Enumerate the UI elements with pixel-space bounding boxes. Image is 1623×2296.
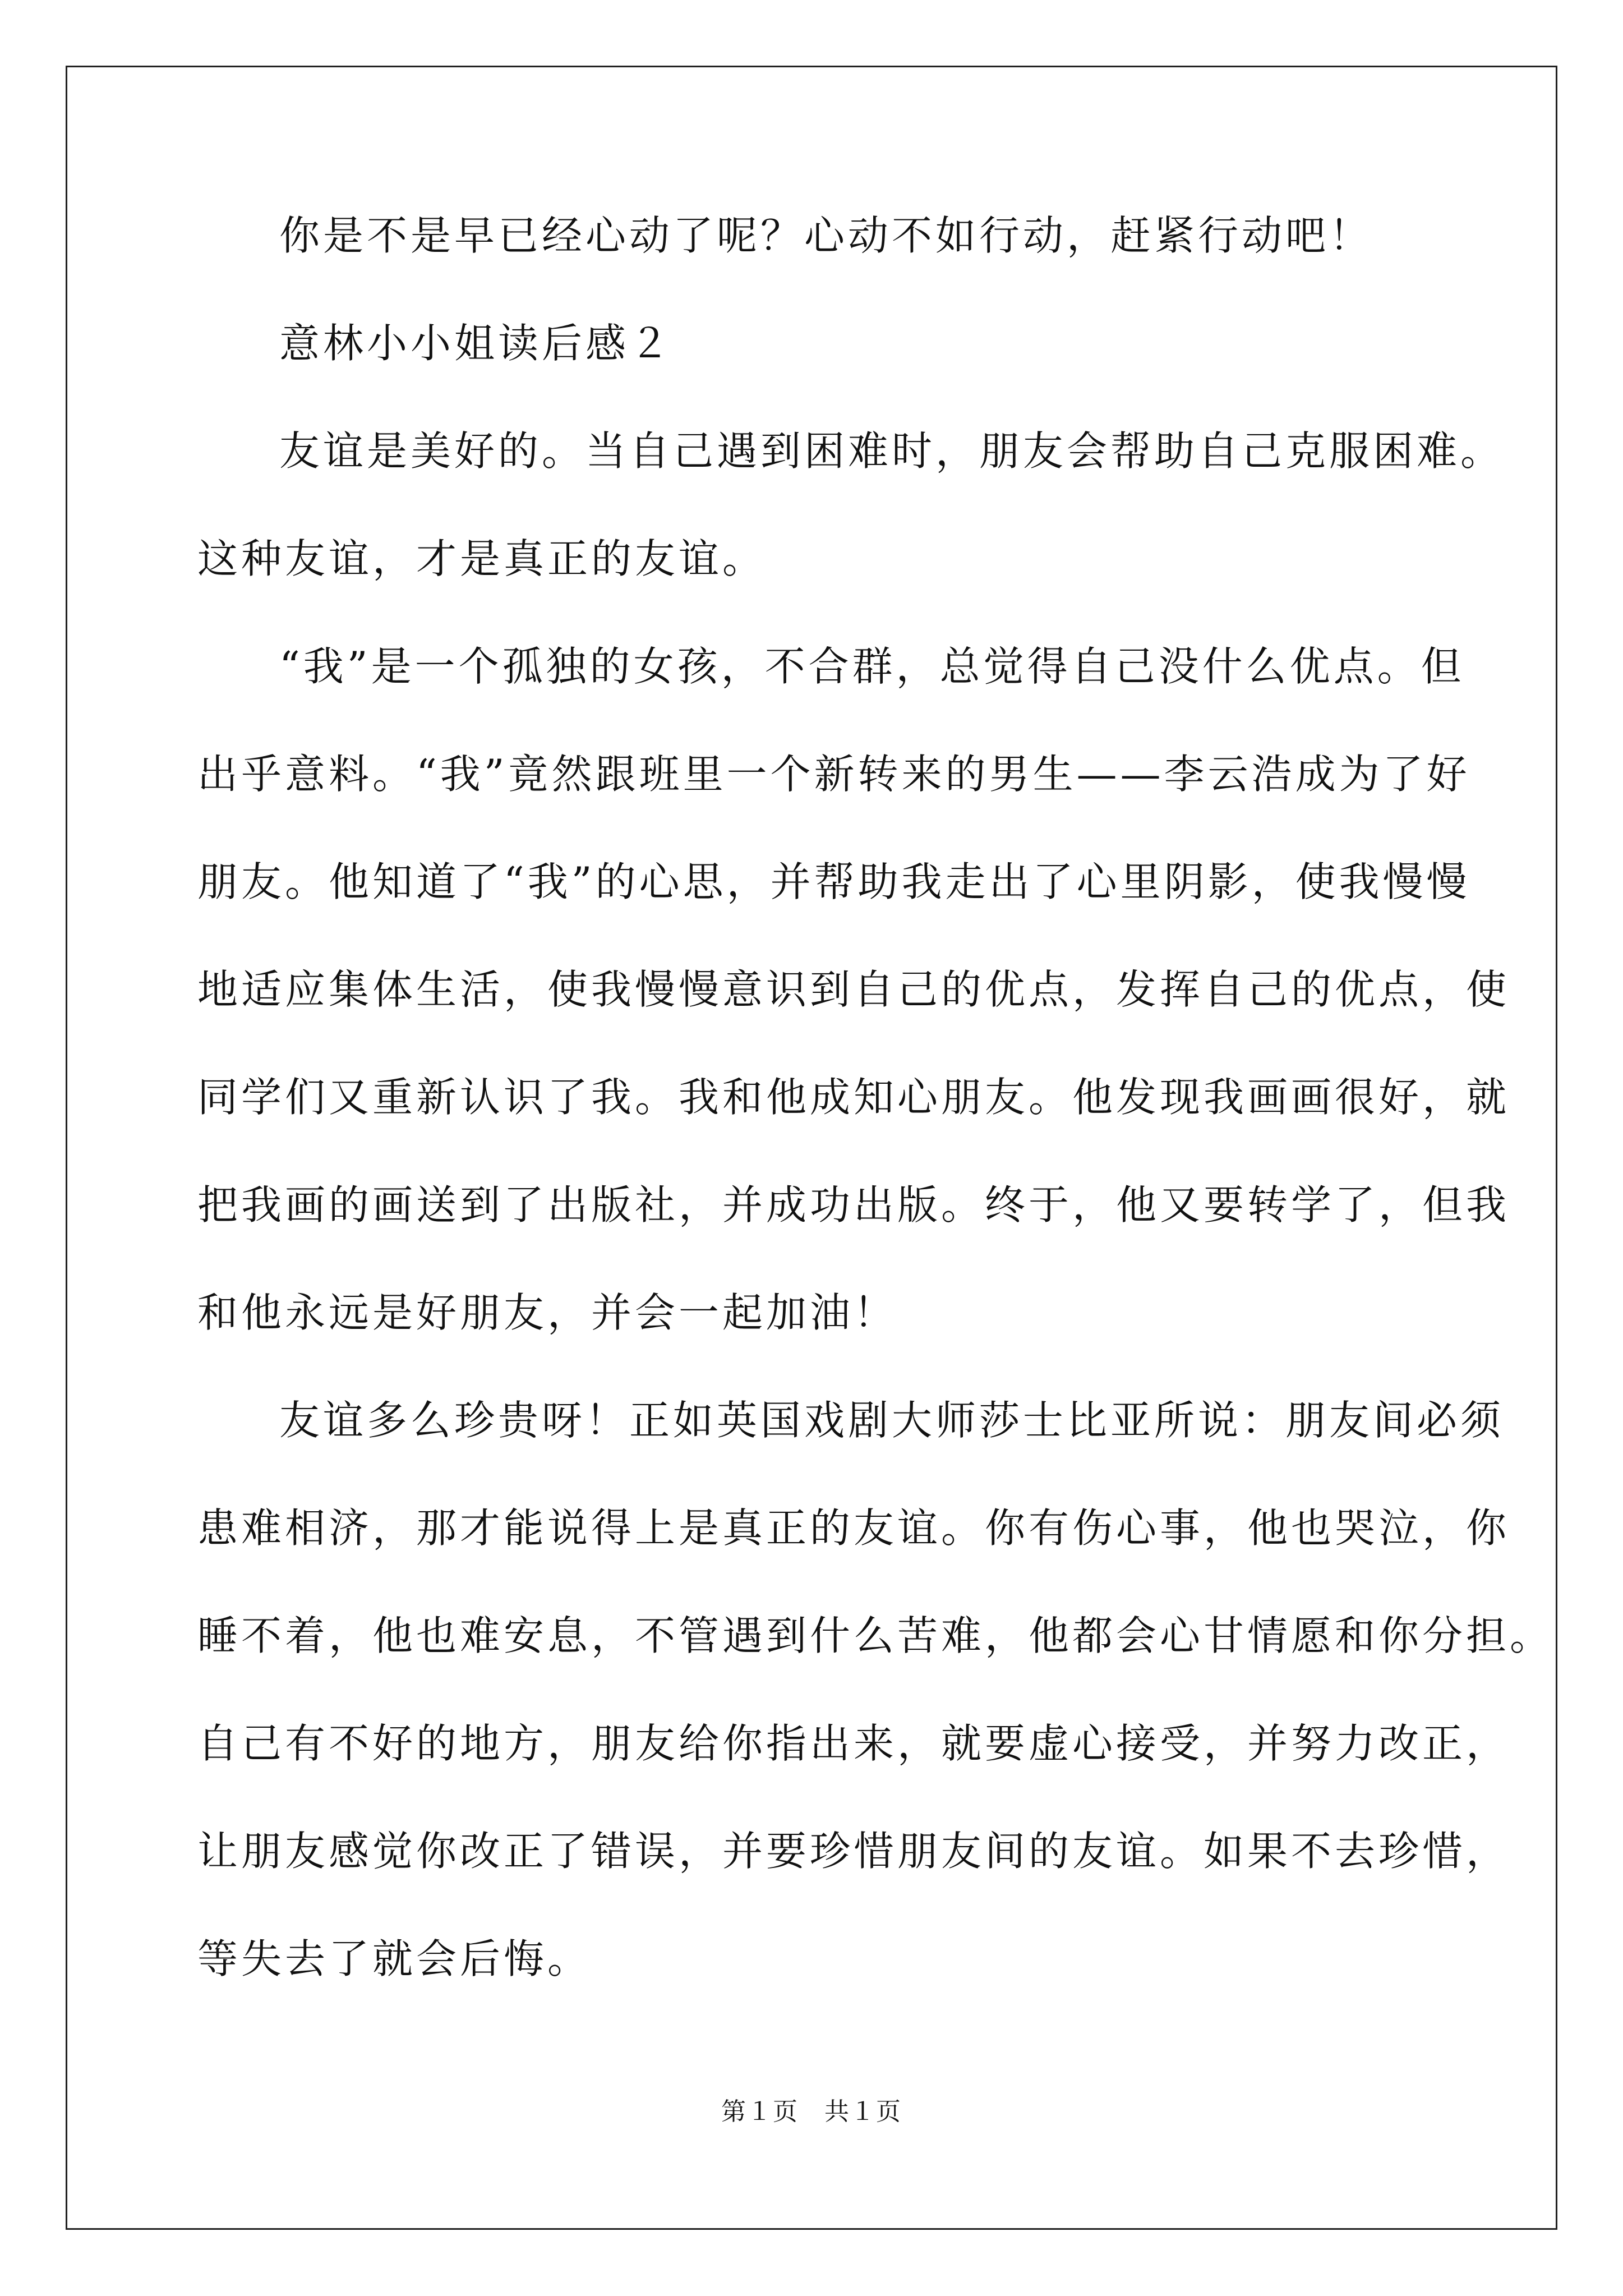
paragraph-line: 出乎意料。“我”竟然跟班里一个新转来的男生——李云浩成为了好 xyxy=(197,751,1470,798)
paragraph-line: 友谊是美好的。当自己遇到困难时，朋友会帮助自己克服困难。 xyxy=(279,427,1505,475)
paragraph-line: “我”是一个孤独的女孩，不合群，总觉得自己没什么优点。但 xyxy=(279,643,1465,690)
paragraph-line: 患难相济，那才能说得上是真正的友谊。你有伤心事，他也哭泣，你 xyxy=(197,1504,1510,1552)
paragraph-line: 这种友谊，才是真正的友谊。 xyxy=(197,535,767,582)
paragraph-line: 等失去了就会后悔。 xyxy=(197,1935,592,1982)
page-indicator: 第１页 共１页 xyxy=(721,2097,902,2126)
paragraph-line: 同学们又重新认识了我。我和他成知心朋友。他发现我画画很好，就 xyxy=(197,1074,1510,1121)
paragraph-line: 把我画的画送到了出版社，并成功出版。终于，他又要转学了，但我 xyxy=(197,1181,1510,1228)
paragraph-line: 和他永远是好朋友，并会一起加油！ xyxy=(197,1289,898,1336)
paragraph-line: 自己有不好的地方，朋友给你指出来，就要虚心接受，并努力改正， xyxy=(197,1720,1510,1767)
paragraph-line: 睡不着，他也难安息，不管遇到什么苦难，他都会心甘情愿和你分担。 xyxy=(197,1612,1554,1659)
paragraph-line: 让朋友感觉你改正了错误，并要珍惜朋友间的友谊。如果不去珍惜， xyxy=(197,1828,1510,1875)
page-footer xyxy=(0,2095,1623,2129)
paragraph-line: 朋友。他知道了“我”的心思，并帮助我走出了心里阴影，使我慢慢 xyxy=(197,858,1470,905)
paragraph-line: 地适应集体生活，使我慢慢意识到自己的优点，发挥自己的优点，使 xyxy=(197,966,1510,1013)
section-heading: 意林小小姐读后感２ xyxy=(279,320,674,367)
paragraph-line: 你是不是早已经心动了呢？心动不如行动，赶紧行动吧！ xyxy=(279,212,1373,259)
paragraph-line: 友谊多么珍贵呀！正如英国戏剧大师莎士比亚所说：朋友间必须 xyxy=(279,1397,1505,1444)
page-border xyxy=(66,66,1557,2230)
